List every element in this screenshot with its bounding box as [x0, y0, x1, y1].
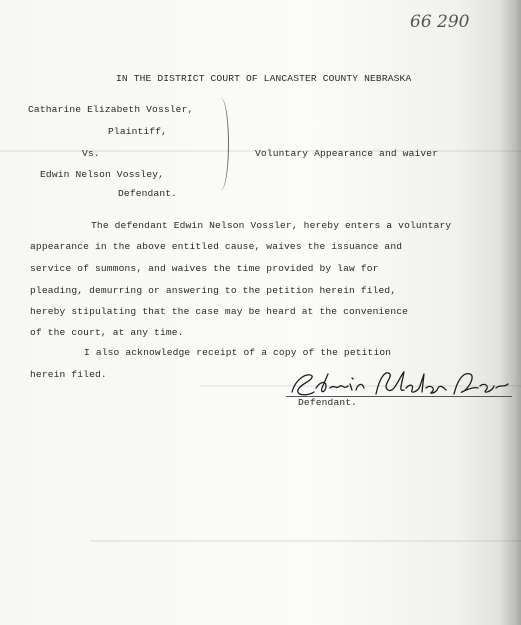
body-line: appearance in the above entitled cause, waives the issuance and: [30, 241, 403, 252]
body-line: pleading, demurring or answering to the petition herein filed,: [30, 285, 397, 296]
show-through-line: [90, 540, 521, 542]
versus: Vs.: [82, 148, 100, 159]
defendant-name: Edwin Nelson Vossley,: [40, 169, 165, 180]
scan-shadow-edge: [499, 0, 521, 625]
body-line: I also acknowledge receipt of a copy of the petition: [84, 347, 392, 358]
body-line: hereby stipulating that the case may be heard at the convenience: [30, 306, 409, 317]
caption-brace: [214, 98, 229, 190]
plaintiff-name: Catharine Elizabeth Vossler,: [28, 104, 194, 115]
body-line: of the court, at any time.: [30, 327, 184, 338]
body-line: herein filed.: [30, 369, 107, 380]
defendant-role: Defendant.: [118, 188, 178, 199]
body-line: The defendant Edwin Nelson Vossler, hereby enters a voluntary: [91, 220, 452, 231]
court-heading: IN THE DISTRICT COURT OF LANCASTER COUNTY NEBRASKA: [116, 73, 412, 84]
body-line: service of summons, and waives the time provided by law for: [30, 263, 379, 274]
file-number: 66 290: [410, 12, 470, 32]
signature-caption: Defendant.: [298, 397, 358, 408]
plaintiff-role: Plaintiff,: [108, 126, 168, 137]
document-title: Voluntary Appearance and waiver: [255, 148, 439, 159]
